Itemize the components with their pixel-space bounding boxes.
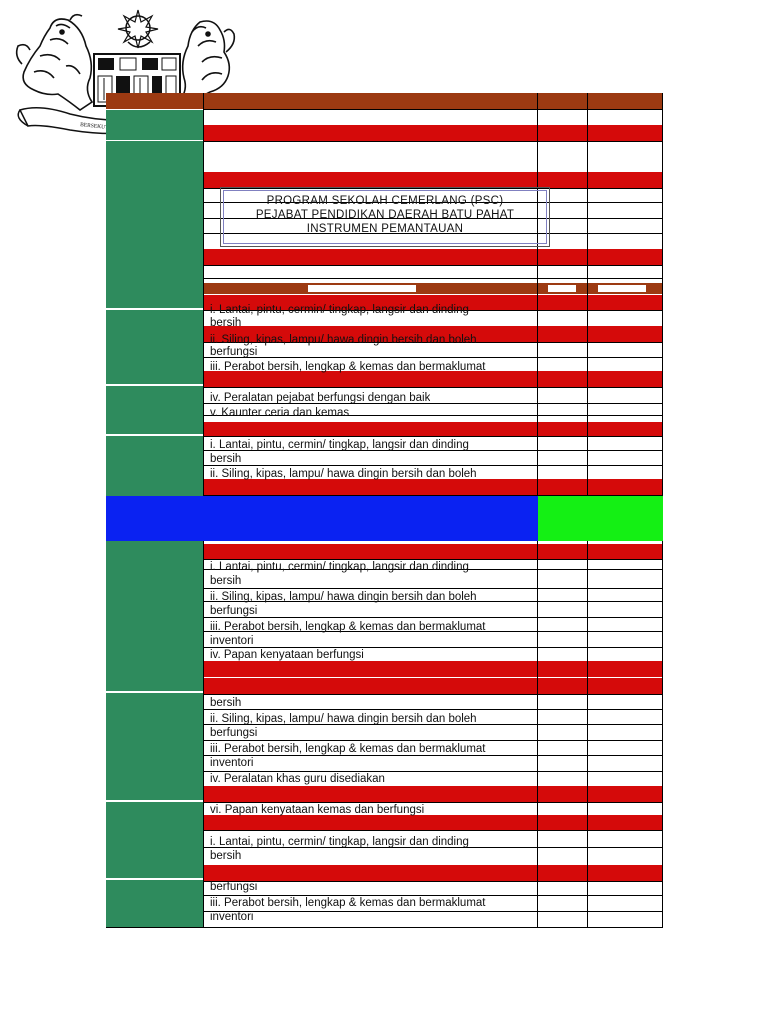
checklist-item: inventori [210,635,254,647]
checklist-item: ii. Siling, kipas, lampu/ hawa dingin bersih dan boleh [210,334,477,346]
section-label-cell [106,802,203,878]
title-line-2: PEJABAT PENDIDIKAN DAERAH BATU PAHAT [255,209,515,221]
checklist-item: berfungsi [210,881,258,893]
section-divider [204,249,663,265]
section-label-cell [106,310,203,384]
checklist-item: ii. Siling, kipas, lampu/ hawa dingin bersih dan boleh [210,713,477,725]
header-field [308,285,416,292]
checklist-item: i. Lantai, pintu, cermin/ tingkap, langsir dan dinding [210,836,469,848]
section-label-cell [106,693,203,800]
header-row [106,93,663,109]
section-divider [204,125,663,141]
checklist-item: bersih [210,317,242,329]
section-divider [204,479,663,495]
section-divider [204,544,663,559]
sub-header-row [204,283,663,294]
checklist-item: iv. Peralatan pejabat berfungsi dengan baik [210,392,431,404]
section-label-cell [106,541,203,691]
section-divider [204,661,663,677]
checklist-item: iv. Papan kenyataan berfungsi [210,649,364,661]
checklist-item: i. Lantai, pintu, cermin/ tingkap, langsir dan dinding [210,439,469,451]
checklist-item: iii. Perabot bersih, lengkap & kemas dan bermaklumat [210,743,486,755]
sun-star-icon [118,10,158,48]
section-divider [204,172,663,188]
checklist-item: i. Lantai, pintu, cermin/ tingkap, langsir dan dinding [210,561,469,573]
checklist-item: berfungsi [210,605,258,617]
title-line-3: INSTRUMEN PEMANTAUAN [306,223,464,235]
checklist-item: iii. Perabot bersih, lengkap & kemas dan bermaklumat [210,361,486,373]
checklist-item: bersih [210,697,242,709]
checklist-item: iii. Perabot bersih, lengkap & kemas dan bermaklumat [210,897,486,909]
checklist-item: ii. Siling, kipas, lampu/ hawa dingin bersih dan boleh [210,468,477,480]
section-divider [204,678,663,694]
tiger-left-icon [17,15,92,110]
header-field [548,285,576,292]
checklist-item: inventori [210,757,254,769]
section-divider [204,865,663,881]
checklist-item: vi. Papan kenyataan kemas dan berfungsi [210,804,425,816]
checklist-item: bersih [210,453,242,465]
checklist-item: berfungsi [210,727,258,739]
checklist-item: i. Lantai, pintu, cermin/ tingkap, langsir dan dinding [210,304,469,316]
section-label-cell [106,141,203,308]
checklist-item: berfungsi [210,346,258,358]
checklist-item: iv. Peralatan khas guru disediakan [210,773,385,785]
checklist-item: iii. Perabot bersih, lengkap & kemas dan bermaklumat [210,621,486,633]
section-label-cell [106,880,203,928]
green-highlight-band [538,496,663,541]
title-box [220,187,550,247]
blue-highlight-band [106,496,538,541]
checklist-item: v. Kaunter ceria dan kemas [210,407,350,419]
section-label-cell [106,436,203,496]
checklist-item: inventori [210,911,254,923]
checklist-item: bersih [210,575,242,587]
header-field [598,285,646,292]
section-divider [204,422,663,436]
section-label-cell [106,110,203,140]
checklist-item: ii. Siling, kipas, lampu/ hawa dingin bersih dan boleh [210,591,477,603]
checklist-item: bersih [210,850,242,862]
section-label-cell [106,386,203,434]
title-line-1: PROGRAM SEKOLAH CEMERLANG (PSC) [266,195,504,207]
section-divider [204,786,663,802]
section-divider [204,815,663,830]
svg-text:BERSEKUTU BERTAMBAH MUTU: BERSEKUTU [79,122,113,132]
